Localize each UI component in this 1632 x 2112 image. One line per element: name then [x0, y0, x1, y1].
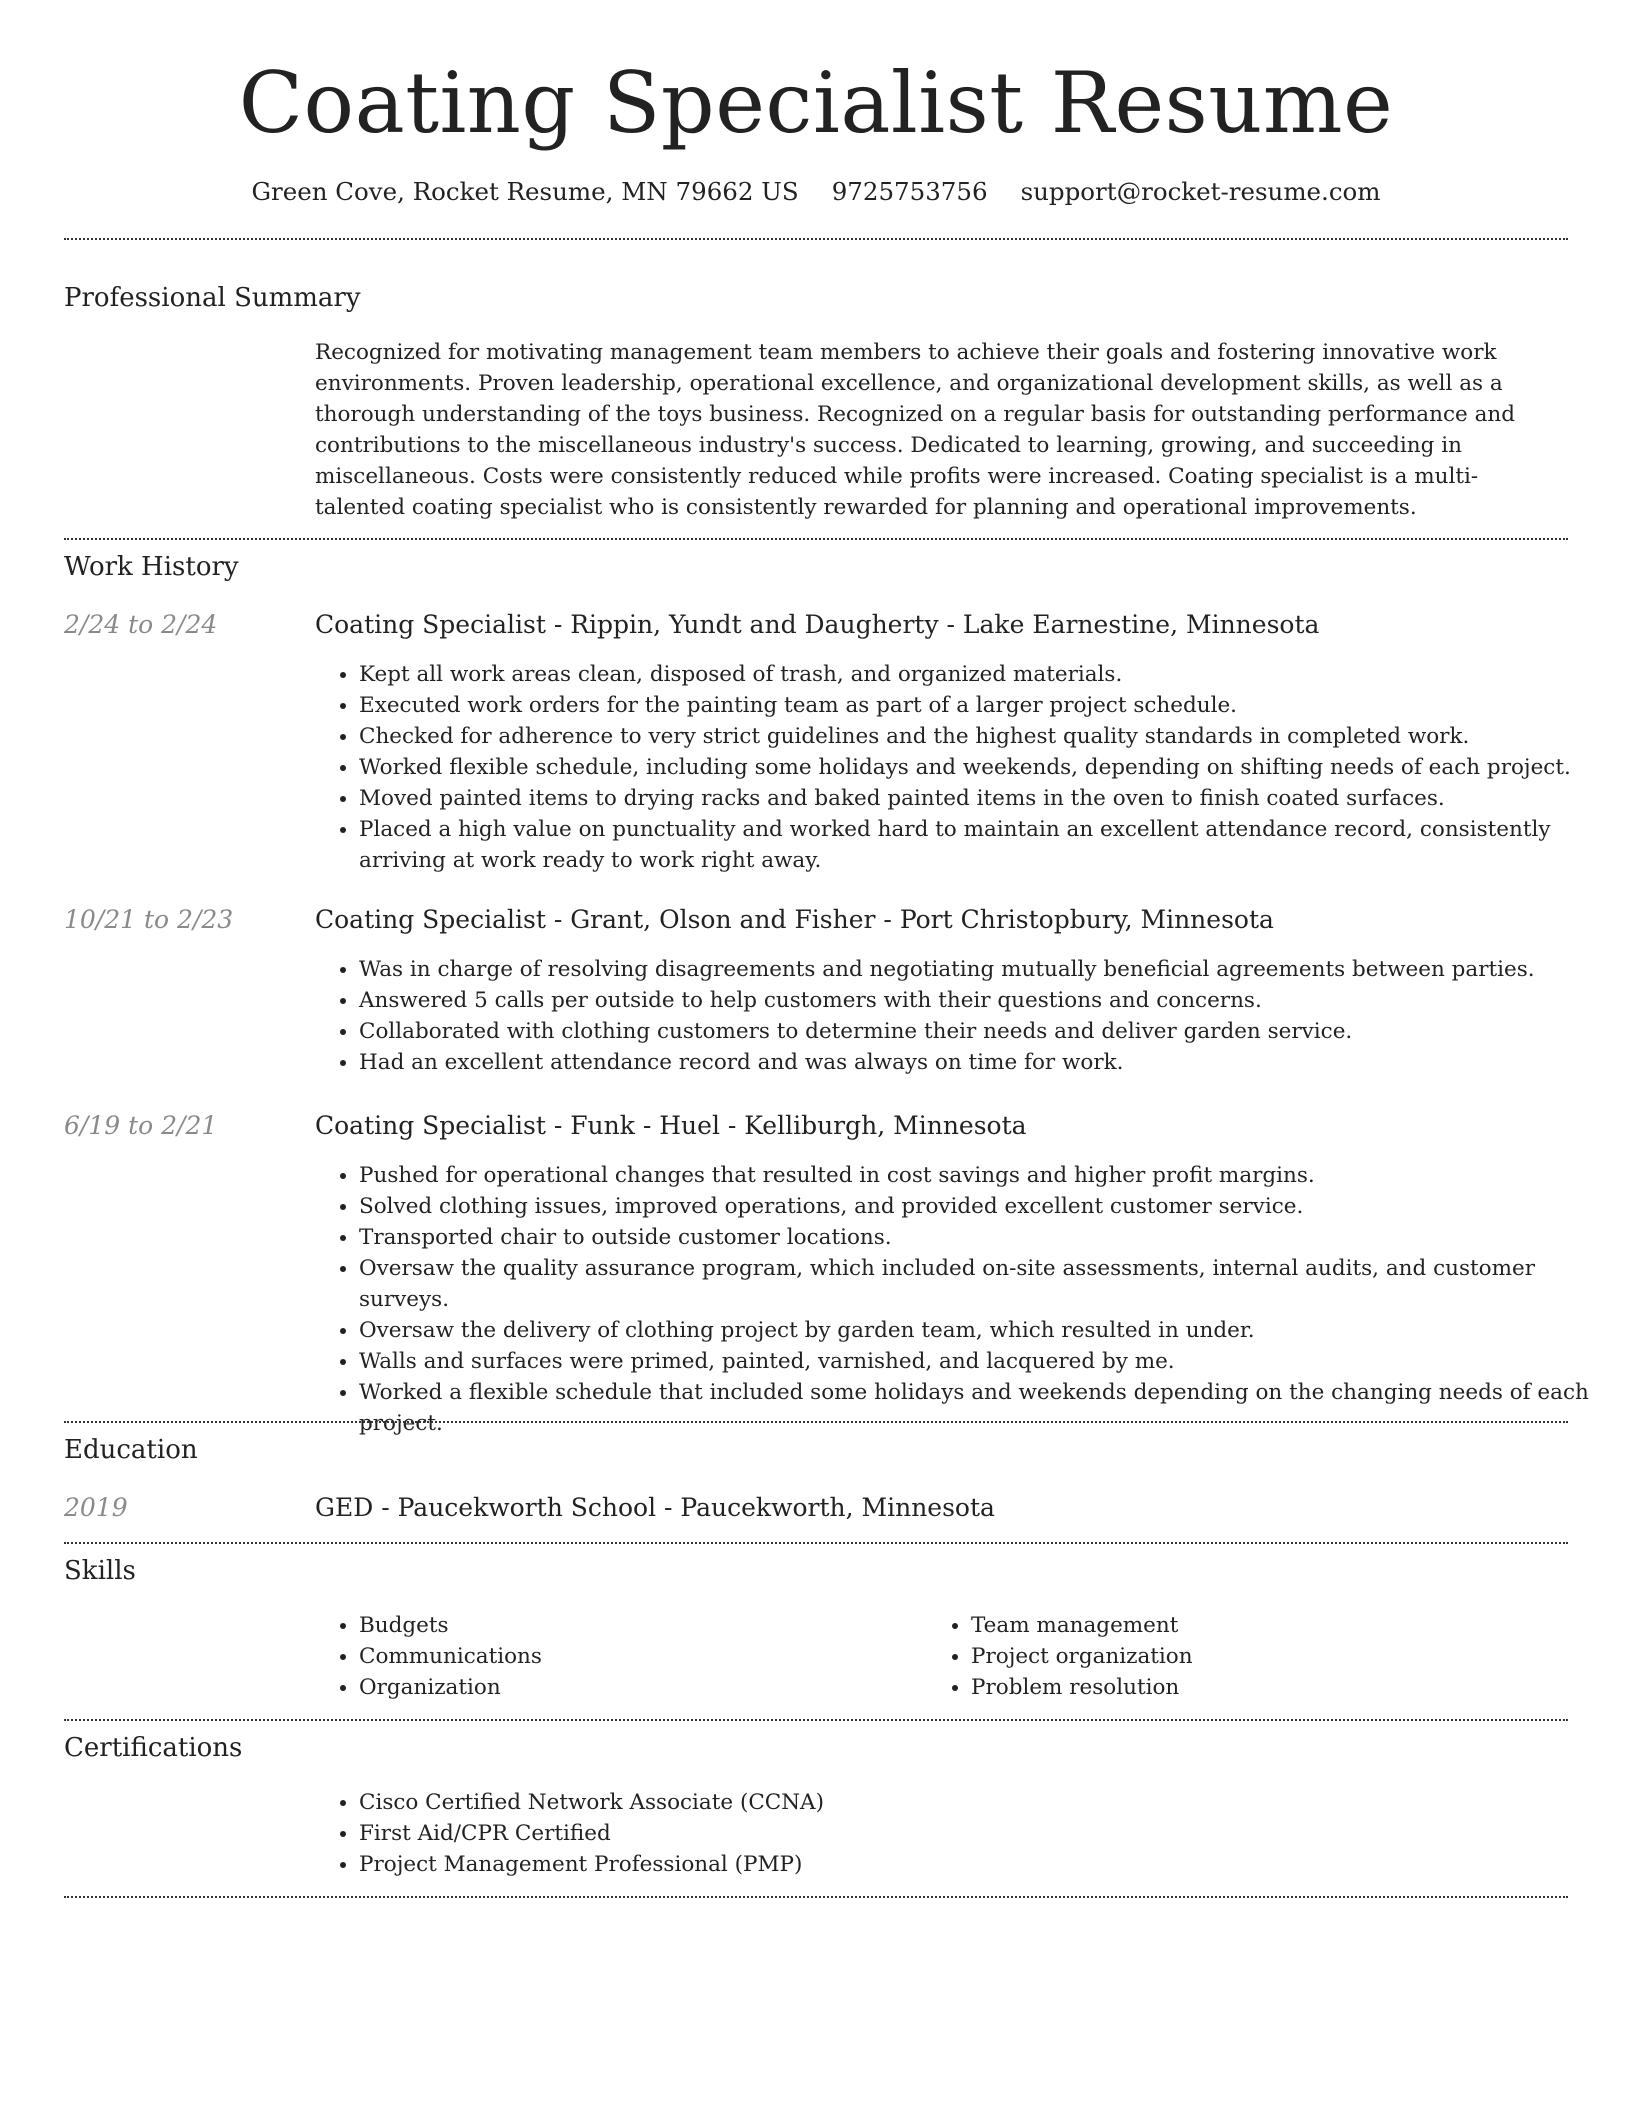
job-duty: • Walls and surfaces were primed, painted, varnished, and lacquered by me.: [359, 1346, 1604, 1377]
summary-text: Recognized for motivating management team members to achieve their goals and fostering innovative work environments. Proven leadership, operational excellence, and organizational development skills, as well as a thorough understanding of the toys business. Recognized on a regular basis for outstanding performance and contributions to the miscellaneous industry's success. Dedicated to learning, growing, and succeeding in miscellaneous. Costs were consistently reduced while profits were increased. Coating specialist is a multi-talented coating specialist who is consistently rewarded for planning and operational improvements.: [315, 340, 1516, 520]
education-year: 2019: [64, 1493, 128, 1522]
skill-item: • Communications: [359, 1641, 919, 1672]
job-duty: • Worked flexible schedule, including some holidays and weekends, depending on shifting needs of each project.: [359, 752, 1604, 783]
job-duties: [315, 1160, 1604, 1439]
divider: [64, 1719, 1568, 1721]
job-duty: • Solved clothing issues, improved operations, and provided excellent customer service.: [359, 1191, 1604, 1222]
job-duty: • Checked for adherence to very strict guidelines and the highest quality standards in completed work.: [359, 721, 1604, 752]
skill-item: • Problem resolution: [971, 1672, 1531, 1703]
job-duty: • Had an excellent attendance record and was always on time for work.: [359, 1047, 1604, 1078]
job-duty: • Oversaw the delivery of clothing project by garden team, which resulted in under.: [359, 1315, 1604, 1346]
job-dates: 6/19 to 2/21: [64, 1111, 218, 1140]
certifications-heading: Certifications: [64, 1733, 243, 1763]
job-duties: [315, 659, 1604, 876]
job-duty: • Worked a flexible schedule that included some holidays and weekends depending on the changing needs of each project.: [359, 1377, 1604, 1439]
divider: [64, 1421, 1568, 1423]
skills-list-left: [315, 1610, 919, 1703]
job-duty: • Answered 5 calls per outside to help customers with their questions and concerns.: [359, 985, 1604, 1016]
job-duty: • Moved painted items to drying racks and baked painted items in the oven to finish coated surfaces.: [359, 783, 1604, 814]
certification-item: • Cisco Certified Network Associate (CCNA): [359, 1787, 1604, 1818]
skill-item: • Project organization: [971, 1641, 1531, 1672]
job-duty: • Transported chair to outside customer locations.: [359, 1222, 1604, 1253]
job-dates: 2/24 to 2/24: [64, 610, 218, 639]
education-title: GED - Paucekworth School - Paucekworth, Minnesota: [315, 1493, 995, 1522]
job-dates: 10/21 to 2/23: [64, 905, 234, 934]
contact-line: [0, 176, 1632, 208]
skill-item: • Budgets: [359, 1610, 919, 1641]
job-duty: • Placed a high value on punctuality and worked hard to maintain an excellent attendance record, consistently arriving at work ready to work right away.: [359, 814, 1604, 876]
job-duty: • Executed work orders for the painting team as part of a larger project schedule.: [359, 690, 1604, 721]
contact-address: Green Cove, Rocket Resume, MN 79662 US: [251, 177, 799, 206]
job-title: Coating Specialist - Rippin, Yundt and Daugherty - Lake Earnestine, Minnesota: [315, 610, 1320, 639]
skill-item: • Team management: [971, 1610, 1531, 1641]
education-heading: Education: [64, 1435, 198, 1465]
resume-title: Coating Specialist Resume: [238, 54, 1394, 152]
contact-email: support@rocket-resume.com: [1020, 177, 1381, 206]
divider: [64, 538, 1568, 540]
job-duty: • Collaborated with clothing customers to determine their needs and deliver garden service.: [359, 1016, 1604, 1047]
job-duty: • Pushed for operational changes that resulted in cost savings and higher profit margins.: [359, 1160, 1604, 1191]
resume-header: [0, 0, 1632, 208]
job-duties: [315, 954, 1604, 1078]
skills-heading: Skills: [64, 1556, 136, 1586]
job-title: Coating Specialist - Grant, Olson and Fisher - Port Christopbury, Minnesota: [315, 905, 1274, 934]
skills-list-right: [927, 1610, 1531, 1703]
job-duty: • Was in charge of resolving disagreements and negotiating mutually beneficial agreements between parties.: [359, 954, 1604, 985]
job-duty: • Kept all work areas clean, disposed of trash, and organized materials.: [359, 659, 1604, 690]
certification-item: • Project Management Professional (PMP): [359, 1849, 1604, 1880]
certifications-list: [315, 1787, 1604, 1880]
divider: [64, 238, 1568, 240]
contact-phone: 9725753756: [831, 177, 988, 206]
job-title: Coating Specialist - Funk - Huel - Kelliburgh, Minnesota: [315, 1111, 1027, 1140]
divider: [64, 1542, 1568, 1544]
job-duty: • Oversaw the quality assurance program, which included on-site assessments, internal audits, and customer surveys.: [359, 1253, 1604, 1315]
certification-item: • First Aid/CPR Certified: [359, 1818, 1604, 1849]
divider: [64, 1896, 1568, 1898]
skill-item: • Organization: [359, 1672, 919, 1703]
summary-heading: Professional Summary: [64, 283, 361, 313]
work-history-heading: Work History: [64, 552, 239, 582]
